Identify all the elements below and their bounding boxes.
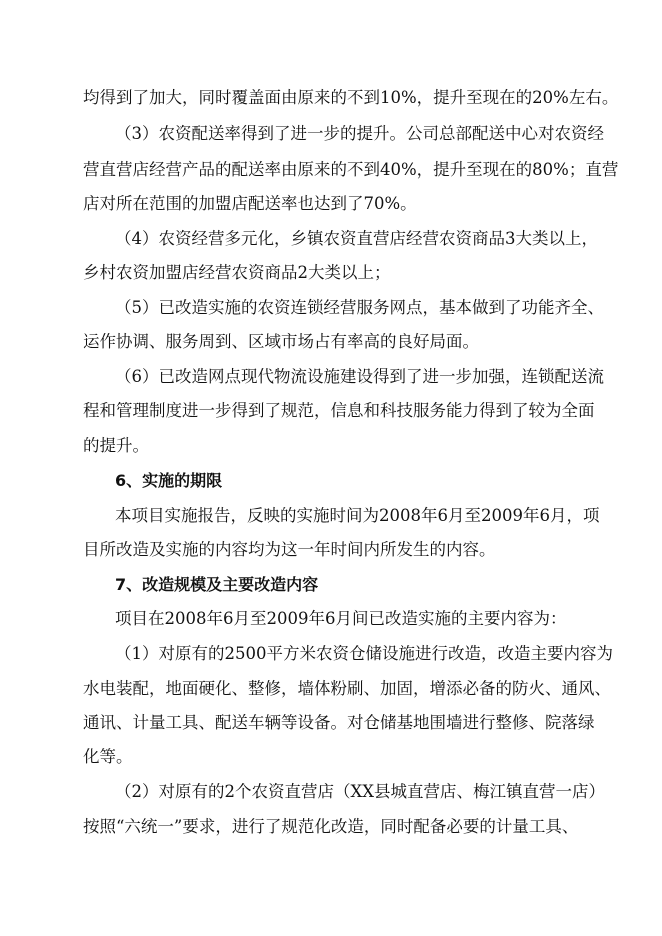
text-line: 项目在2008年6月至2009年6月间已改造实施的主要内容为： [115,609,567,628]
text-line: 程和管理制度进一步得到了规范，信息和科技服务能力得到了较为全面 [83,401,595,420]
text-line: 均得到了加大，同时覆盖面由原来的不到10%，提升至现在的20%左右。 [83,88,619,107]
text-line: （5）已改造实施的农资连锁经营服务网点，基本做到了功能齐全、 [115,298,604,317]
text-line: 店对所在范围的加盟店配送率也达到了70%。 [83,194,417,213]
text-line: 通讯、计量工具、配送车辆等设备。对仓储基地围墙进行整修、院落绿 [83,713,595,732]
text-line: （6）已改造网点现代物流设施建设得到了进一步加强，连锁配送流 [115,367,604,386]
text-line: （2）对原有的2个农资直营店（XX县城直营店、梅江镇直营一店） [115,782,605,801]
text-line: （3）农资配送率得到了进一步的提升。公司总部配送中心对农资经 [115,124,604,143]
text-line: 的提升。 [83,436,149,455]
text-line: （4）农资经营多元化，乡镇农资直营店经营农资商品3大类以上， [115,229,598,248]
text-line: 目所改造及实施的内容均为这一年时间内所发生的内容。 [83,540,496,559]
text-line: 化等。 [83,747,133,766]
section-heading: 6、实施的期限 [115,471,223,490]
text-line: 运作协调、服务周到、区域市场占有率高的良好局面。 [83,332,479,351]
text-line: （1）对原有的2500平方米农资仓储设施进行改造，改造主要内容为 [115,644,613,663]
text-line: 营直营店经营产品的配送率由原来的不到40%，提升至现在的80%；直营 [83,160,619,179]
text-line: 乡村农资加盟店经营农资商品2大类以上； [83,263,391,282]
section-heading: 7、改造规模及主要改造内容 [115,575,319,594]
text-line: 按照“六统一”要求，进行了规范化改造，同时配备必要的计量工具、 [83,817,579,836]
text-line: 水电装配，地面硬化、整修，墙体粉刷、加固，增添必备的防火、通风、 [83,679,611,698]
text-line: 本项目实施报告，反映的实施时间为2008年6月至2009年6月，项 [115,506,600,525]
